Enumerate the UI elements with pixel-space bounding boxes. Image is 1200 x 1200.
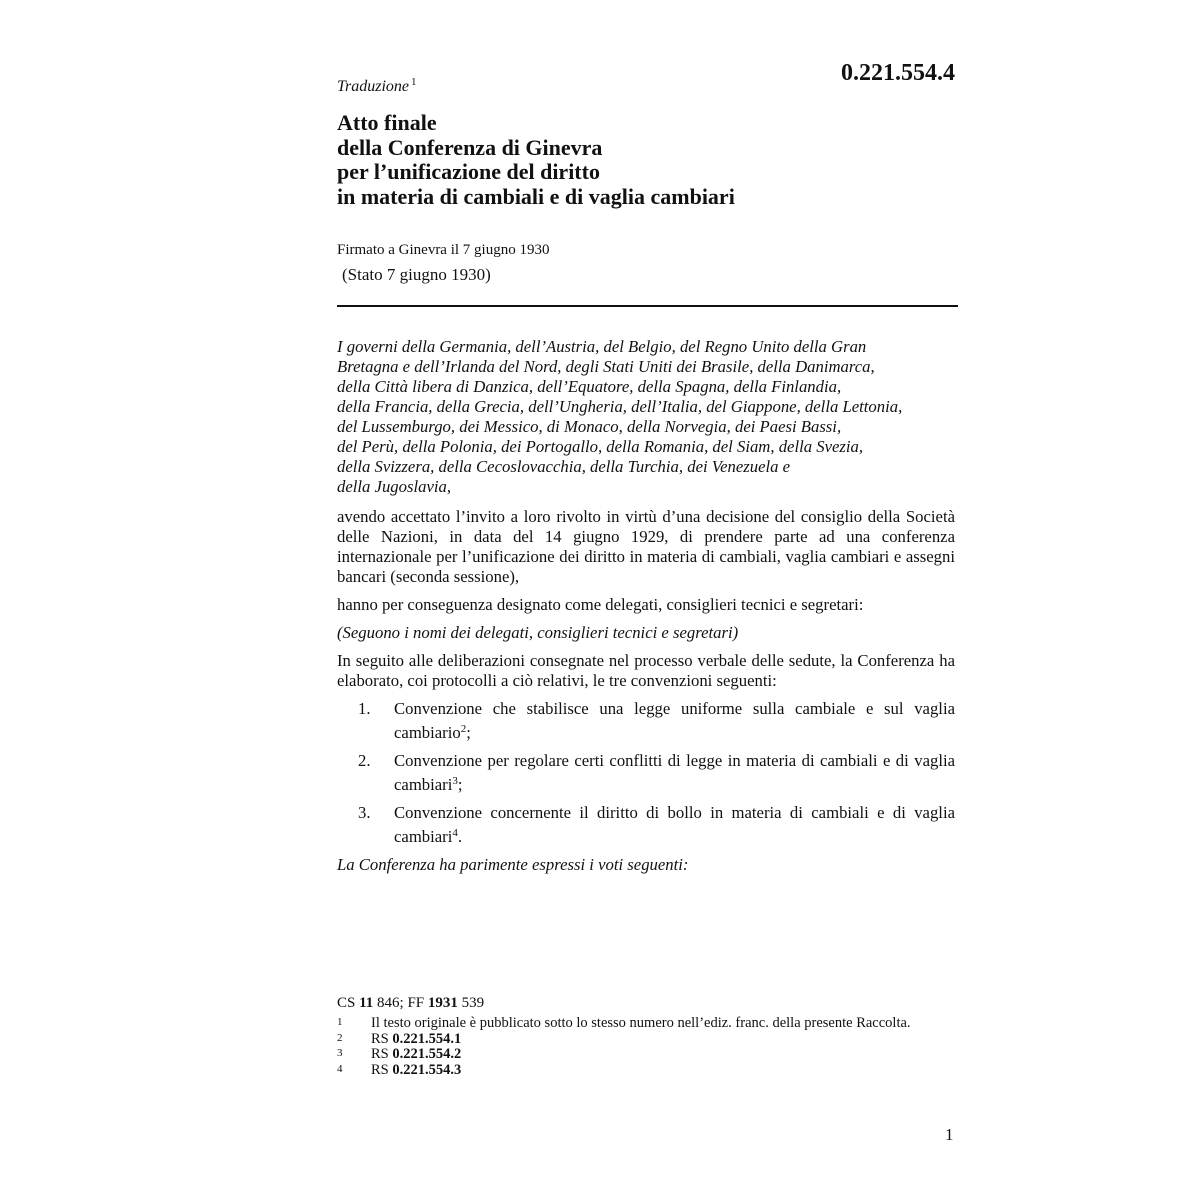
ff-year: 1931 — [427, 995, 458, 1011]
list-item-number: 2. — [358, 751, 371, 770]
rs-link[interactable]: 0.221.554.3 — [392, 1061, 462, 1078]
document-title — [337, 111, 957, 209]
footnote — [337, 1016, 957, 1032]
names-note: (Seguono i nomi dei delegati, consiglieri tecnici e segretari) — [337, 623, 739, 642]
convention-title: Convenzione per regolare certi conflitti di legge in materia di cambiali e di vaglia cambiari — [394, 751, 955, 794]
list-item-number: 1. — [358, 699, 371, 718]
rs-label: RS — [371, 1030, 389, 1047]
preamble-line: della Jugoslavia, — [337, 477, 452, 496]
rs-label: RS — [371, 1061, 389, 1078]
document-body — [337, 337, 955, 883]
footnote-number: 3 — [337, 1047, 343, 1059]
preamble-line: del Perù, della Polonia, dei Portogallo, della Romania, del Siam, della Svezia, — [337, 437, 864, 456]
title-line: Atto finale — [337, 110, 437, 135]
footnote-ref-3[interactable]: 3 — [452, 775, 458, 787]
conventions-list — [337, 699, 955, 847]
title-line: della Conferenza di Ginevra — [337, 134, 603, 160]
header-divider — [337, 305, 958, 307]
footnote — [337, 1047, 957, 1063]
list-item-text — [394, 751, 955, 795]
convention-title: Convenzione concernente il diritto di bollo in materia di cambiali e di vaglia cambiari — [394, 803, 955, 846]
preamble-line: della Svizzera, della Cecoslovacchia, della Turchia, dei Venezuela e — [337, 457, 791, 476]
invitation-paragraph: avendo accettato l’invito a loro rivolto in virtù d’una decisione del consiglio della Società delle Nazioni, in data del 14 giugno 1929, di prendere parte ad una conferenza internazionale per l’unificazione dei diritto in materia di cambiali, vaglia cambiari e assegni bancari (seconda sessione), — [337, 507, 955, 586]
footnote-text: Il testo originale è pubblicato sotto lo stesso numero nell’ediz. franc. della presente Raccolta. — [371, 1015, 911, 1031]
convention-title: Convenzione che stabilisce una legge uniforme sulla cambiale e sul vaglia cambiario — [394, 699, 955, 742]
footnotes — [337, 1016, 957, 1078]
title-line: per l’unificazione del diritto — [337, 159, 600, 184]
ff-label: FF — [407, 995, 425, 1011]
footnote-ref-2[interactable]: 2 — [460, 723, 467, 735]
list-item — [337, 803, 955, 847]
preamble-line: I governi della Germania, dell’Austria, del Belgio, del Regno Unito della Gran — [337, 337, 867, 356]
footnote — [337, 1032, 957, 1048]
footnote-number: 1 — [337, 1016, 343, 1028]
rs-label: RS — [371, 1046, 389, 1062]
footnote-ref-1[interactable]: 1 — [411, 76, 417, 88]
list-item-number: 3. — [358, 803, 371, 822]
preamble-line: della Francia, della Grecia, dell’Ungheria, dell’Italia, del Giappone, della Lettonia, — [337, 397, 903, 416]
translation-label — [337, 76, 417, 96]
deliberations-paragraph: In seguito alle deliberazioni consegnate nel processo verbale delle sedute, la Conferenza ha elaborato, coi protocolli a ciò relativi, le tre convenzioni seguenti: — [337, 651, 955, 690]
footnote-text — [371, 1047, 957, 1063]
cs-volume: 11 — [359, 995, 374, 1011]
cs-page: 846; — [377, 995, 404, 1011]
list-item-text — [394, 803, 955, 847]
wishes-paragraph: La Conferenza ha parimente espressi i voti seguenti: — [337, 855, 689, 874]
footnote-text — [371, 1063, 957, 1079]
page-number: 1 — [945, 1125, 954, 1144]
preamble-line: della Città libera di Danzica, dell’Equatore, della Spagna, della Finlandia, — [337, 377, 842, 396]
cs-label: CS — [337, 995, 356, 1011]
translation-label-text: Traduzione — [337, 78, 410, 95]
rs-link[interactable]: 0.221.554.2 — [392, 1046, 462, 1062]
list-item-text — [394, 699, 955, 743]
footnote-ref-4[interactable]: 4 — [452, 827, 458, 839]
rs-link[interactable]: 0.221.554.1 — [392, 1030, 462, 1047]
designated-paragraph: hanno per conseguenza designato come delegati, consiglieri tecnici e segretari: — [337, 595, 864, 614]
punctuation: ; — [457, 775, 463, 794]
list-item — [337, 699, 955, 743]
list-item — [337, 751, 955, 795]
ff-page: 539 — [461, 995, 485, 1011]
source-reference — [337, 995, 484, 1012]
sr-number: 0.221.554.4 — [841, 60, 955, 86]
signed-date: Firmato a Ginevra il 7 giugno 1930 — [337, 242, 550, 258]
preamble-line: Bretagna e dell’Irlanda del Nord, degli Stati Uniti dei Brasile, della Danimarca, — [337, 357, 875, 376]
footnote-number: 4 — [337, 1062, 343, 1075]
footnote-text — [371, 1032, 957, 1048]
punctuation: . — [457, 827, 463, 846]
status-date: (Stato 7 giugno 1930) — [342, 265, 491, 284]
title-line: in materia di cambiali e di vaglia cambiari — [337, 183, 735, 209]
preamble — [337, 337, 955, 497]
punctuation: ; — [466, 723, 471, 742]
footnote-number: 2 — [337, 1031, 343, 1044]
preamble-line: del Lussemburgo, dei Messico, di Monaco, della Norvegia, dei Paesi Bassi, — [337, 417, 842, 436]
footnote — [337, 1063, 957, 1079]
